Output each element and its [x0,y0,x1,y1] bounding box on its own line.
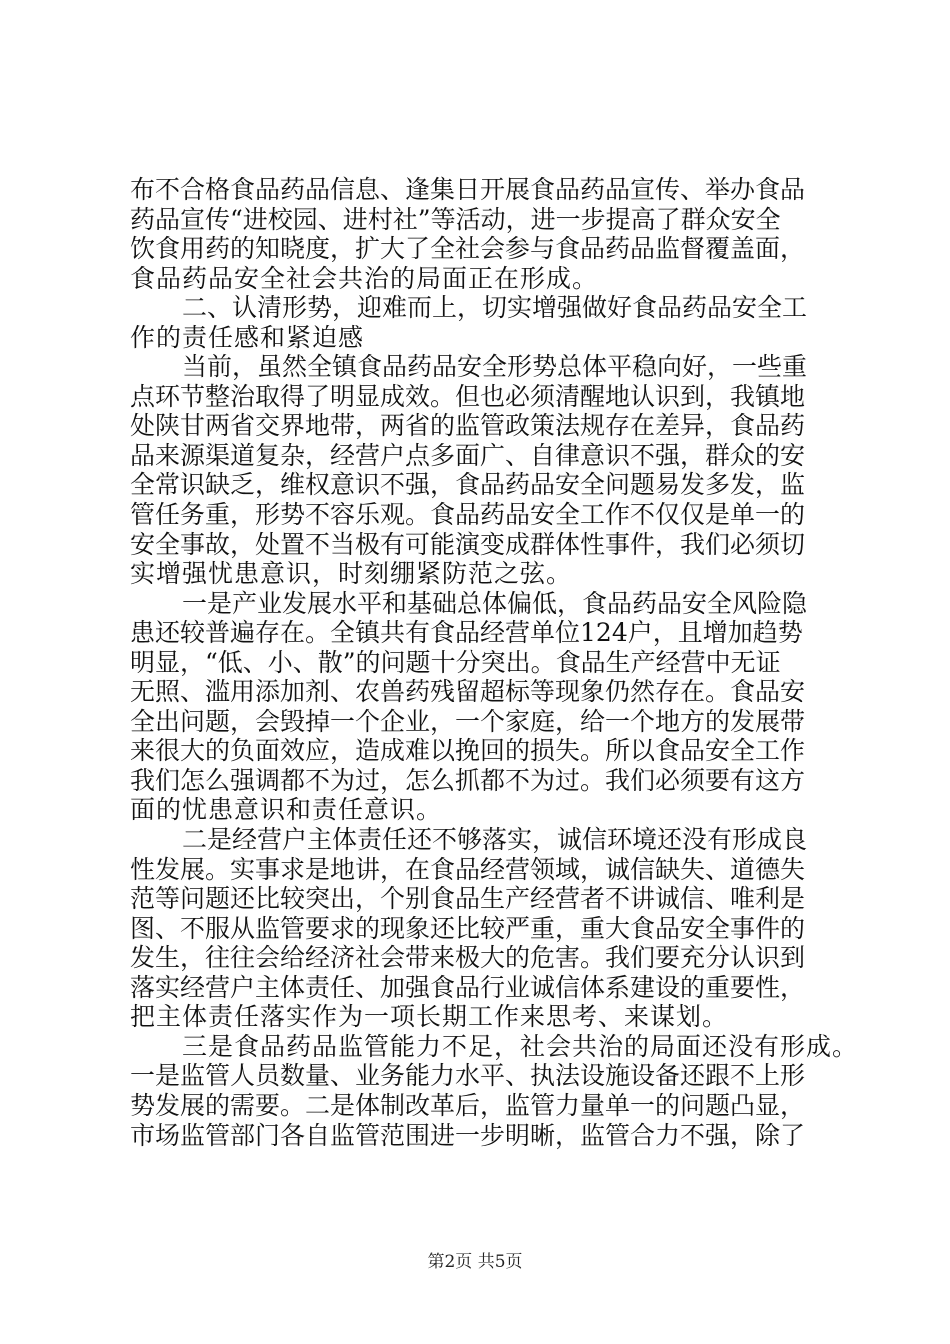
text-line: 明显，“低、小、散”的问题十分突出。食品生产经营中无证 [130,647,781,677]
text-line: 全常识缺乏，维权意识不强，食品药品安全问题易发多发，监 [130,470,806,500]
text-line: 全出问题，会毁掉一个企业，一个家庭，给一个地方的发展带 [130,706,806,736]
text-line: 无照、滥用添加剂、农兽药残留超标等现象仍然存在。食品安 [130,677,806,707]
text-line: 患还较普遍存在。全镇共有食品经营单位124户，且增加趋势 [130,618,803,648]
text-line: 来很大的负面效应，造成难以挽回的损失。所以食品安全工作 [130,736,806,766]
text-line: 面的忧患意识和责任意识。 [130,795,443,825]
text-line: 一是产业发展水平和基础总体偏低，食品药品安全风险隐 [182,588,808,618]
document-body [130,175,859,1150]
text-line: 点环节整治取得了明显成效。但也必须清醒地认识到，我镇地 [130,381,806,411]
page-footer: 第2页 共5页 [427,1252,523,1272]
text-line: 品来源渠道复杂，经营户点多面广、自律意识不强，群众的安 [130,440,806,470]
text-line: 二是经营户主体责任还不够落实，诚信环境还没有形成良 [182,825,808,855]
text-line: 处陕甘两省交界地带，两省的监管政策法规存在差异，食品药 [130,411,806,441]
text-line: 饮食用药的知晓度，扩大了全社会参与食品药品监督覆盖面， [130,234,806,264]
text-line: 布不合格食品药品信息、逢集日开展食品药品宣传、举办食品 [130,175,806,204]
text-line: 落实经营户主体责任、加强食品行业诚信体系建设的重要性， [130,972,806,1002]
text-line: 发生，往往会给经济社会带来极大的危害。我们要充分认识到 [130,943,806,973]
text-line: 一是监管人员数量、业务能力水平、执法设施设备还跟不上形 [130,1061,806,1091]
text-line: 当前，虽然全镇食品药品安全形势总体平稳向好，一些重 [182,352,808,382]
text-line: 把主体责任落实作为一项长期工作来思考、来谋划。 [130,1002,729,1032]
text-line: 市场监管部门各自监管范围进一步明晰，监管合力不强，除了 [130,1120,806,1150]
text-line: 药品宣传“进校园、进村社”等活动，进一步提高了群众安全 [130,204,781,234]
text-line: 性发展。实事求是地讲，在食品经营领域，诚信缺失、道德失 [130,854,806,884]
text-line: 安全事故，处置不当极有可能演变成群体性事件，我们必须切 [130,529,806,559]
text-line: 势发展的需要。二是体制改革后，监管力量单一的问题凸显， [130,1090,806,1120]
text-line: 作的责任感和紧迫感 [130,322,365,352]
text-line: 二、认清形势，迎难而上，切实增强做好食品药品安全工 [182,293,808,323]
text-line: 管任务重，形势不容乐观。食品药品安全工作不仅仅是单一的 [130,500,806,530]
text-line: 我们怎么强调都不为过，怎么抓都不为过。我们必须要有这方 [130,765,806,795]
text-line: 食品药品安全社会共治的局面正在形成。 [130,263,599,293]
text-line: 图、不服从监管要求的现象还比较严重，重大食品安全事件的 [130,913,806,943]
text-line: 范等问题还比较突出，个别食品生产经营者不讲诚信、唯利是 [130,884,806,914]
text-line: 三是食品药品监管能力不足，社会共治的局面还没有形成。 [182,1031,859,1061]
text-line: 实增强忧患意识，时刻绷紧防范之弦。 [130,559,573,589]
